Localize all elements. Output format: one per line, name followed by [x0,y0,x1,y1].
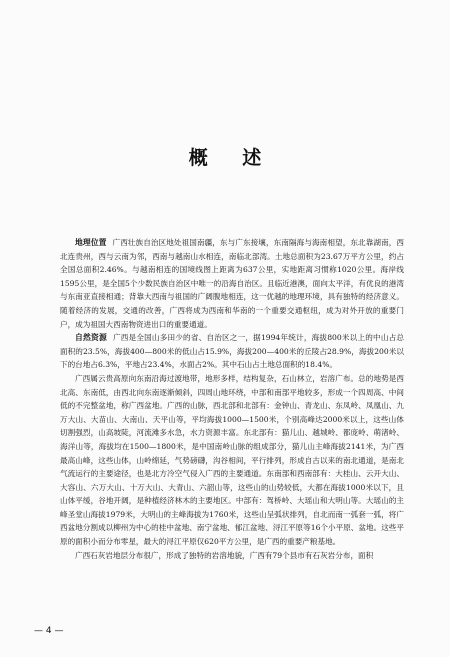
paragraph-terrain [60,372,404,549]
main-text [60,236,404,562]
page-number: — 4 — [34,626,64,636]
chapter-title: 概 述 [188,147,276,169]
section-heading: 自然资源 [75,333,107,343]
paragraph-text: 广西壮族自治区地处祖国南疆，东与广东接壤，东南隔海与海南相望，东北靠湖南，西北连贵州，西与云南为邻，西南与越南山水相连，南临北部湾。土地总面积为23.67万平方公里，约占全国总面积2.46%。与越南相连的国境线图上距离为637公里，实地距离习惯称1020公里。海岸线1595公里，是全国5个少数民族自治区中唯一的沿海自治区。且临近港澳，面向太平洋，有优良的港湾与东南亚直接相通；背靠大西南与祖国的广阔腹地相连，这一优越的地理环境，具有独特的经济意义。随着经济的发展，交通的改善，广西将成为西南和华南的一个重要交通枢纽，成为对外开放的重要门户，成为祖国大西南物资进出口的重要通道。 [60,238,405,329]
paragraph-karst [60,549,404,563]
paragraph-location [60,236,404,331]
paragraph-text: 广西是全国山多田少的省、自治区之一，据1994年统计，海拔800米以上的中山占总面积的23.5%，海拔400—800米的低山占15.9%，海拔200—400米的丘陵占28.9%，海拔200米以下的台地占6.3%，平地占23.4%，水面占2%。其中石山占土地总面积的18.4%。 [60,333,404,370]
paragraph-text: 广西属云贵高原向东南沿海过渡地带，地形多样，结构复杂，石山林立，岩溶广布。总的地势是西北高、东南低，由西北向东南逐渐倾斜，四周山地环绕，中部和南部平地较多，形成一个四周高、中间低的不完整盆地，称广西盆地。广西的山脉，西北部和北部有：金钟山、青龙山、东凤岭、凤凰山、九万大山、大苗山、大南山、天平山等，平均海拔1000—1500米，个别高峰达2000米以上，这些山体切割强烈，山高坡陡，河流滩多水急，水力资源丰富。东北部有：猫儿山、越城岭、都庞岭、萌渚岭、海洋山等，海拔均在1500—1800米，是中国南岭山脉的组成部分，猫儿山主峰海拔2141米，为广西最高山峰，这些山体，山岭绵延，气势磅礴，沟谷相间，平行排列，形成自古以来的南北通道，是南北气流运行的主要途径，也是北方冷空气侵入广西的主要通道。东南部和西南部有：大桂山、云开大山、大容山、六万大山、十万大山、大青山、六韶山等，这些山的山势较低，大都在海拔1000米以下，且山体平缓，谷地开阔，是种植经济林木的主要地区。中部有：驾桥岭、大瑶山和大明山等。大瑶山的主峰圣堂山海拔1979米，大明山的主峰海拔为1760米，这些山呈弧状排列，自北而南一弧套一弧，将广西盆地分割成以柳州为中心的桂中盆地、南宁盆地、郁江盆地、浔江平原等16个小平原、盆地。这些平原的面积小而分布零星，最大的浔江平原仅620平方公里，是广西的重要产粮基地。 [60,373,404,547]
section-heading: 地理位置 [75,238,107,247]
paragraph-resources [60,331,404,372]
paragraph-text: 广西石灰岩地层分布很广，形成了独特的岩溶地貌，广西有79个县市有石灰岩分布，面积 [75,550,374,560]
